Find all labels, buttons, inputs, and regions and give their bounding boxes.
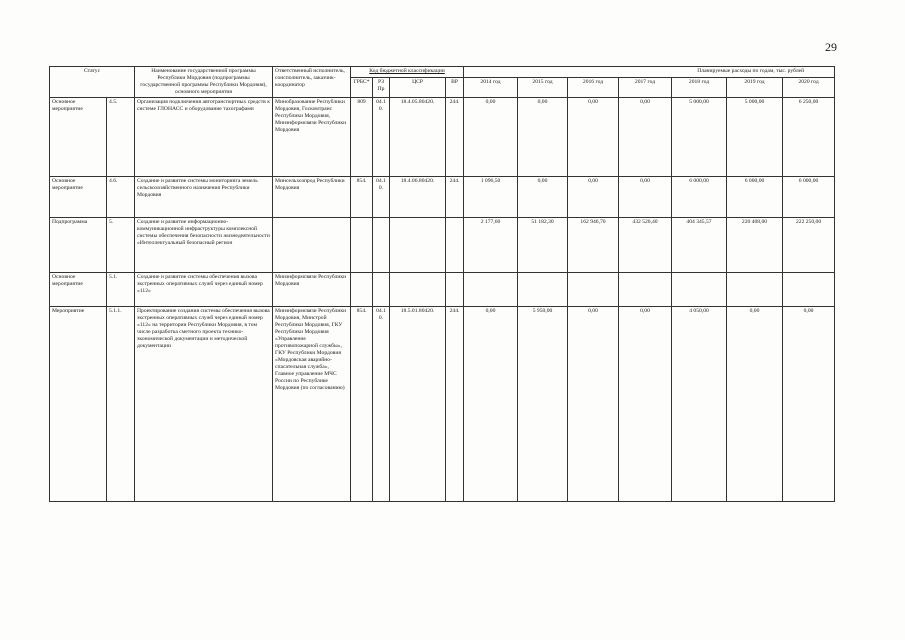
row-status: Мероприятие [50,307,107,502]
row-value-2015: 0,00 [518,177,568,218]
header-grbs: ГРБС* [351,78,373,98]
header-year-2016: 2016 год [568,78,619,98]
row-value-2014 [464,273,518,307]
row-value-2016 [568,273,619,307]
row-value-2017: 0,00 [619,98,672,177]
header-name: Наименование государственной программы Республики Мордовия (подпрограммы государственной программы Республики Мордовия), основного мероприятия [135,67,273,98]
header-year-2018: 2018 год [672,78,727,98]
row-name: Создание и развитие информационно-коммуникационной инфраструктуры комплексной системы обеспечения безопасности жизнедеятельности «Интеллектуальный безопасный регион [135,218,273,273]
table-row [50,218,835,273]
row-value-2018: 4 050,00 [672,307,727,502]
row-value-2018: 6 000,00 [672,177,727,218]
row-value-2014: 0,00 [464,98,518,177]
page-number: 29 [825,40,837,54]
row-grbs: 809 [351,98,373,177]
header-year-2017: 2017 год [619,78,672,98]
row-value-2016: 0,00 [568,98,619,177]
header-budget-code: Код бюджетной классификации [351,67,464,78]
row-name: Создание и развитие системы обеспечения вызова экстренных оперативных служб через единый номер «112» [135,273,273,307]
row-value-2020: 6 250,00 [783,98,835,177]
row-rzpr [373,218,390,273]
row-value-2017: 432 520,40 [619,218,672,273]
header-pr: Пр [377,86,385,93]
row-grbs [351,218,373,273]
row-status: Основное мероприятие [50,98,107,177]
row-value-2020: 0,00 [783,307,835,502]
row-responsible: Минобразование Республики Мордовия, Госкомтранс Республики Мордовия, Минзнформсвязи Республики Мордовия [273,98,351,177]
row-status: Основное мероприятие [50,177,107,218]
row-name: Проектирование создания системы обеспечения вызова экстренных оперативных служб через единый номер «112» на территории Республики Мордовия, в том числе разработка сметного проекта технико-экономической документации и методической документации [135,307,273,502]
row-grbs: 854. [351,307,373,502]
row-number: 5. [107,218,135,273]
row-number: 5.1.1. [107,307,135,502]
row-value-2020: 222 250,00 [783,218,835,273]
row-value-2017: 0,00 [619,177,672,218]
row-value-2014: 1 096,50 [464,177,518,218]
header-year-2015: 2015 год [518,78,568,98]
row-responsible: Минсельхозпрод Республики Мордовия [273,177,351,218]
row-csr: 18.5.01.80420. [390,307,446,502]
row-vr [446,218,464,273]
table-row [50,273,835,307]
budget-table [49,66,835,502]
table-row [50,98,835,177]
header-vr: ВР [446,78,464,98]
row-csr: 18.4.06.80420. [390,177,446,218]
header-year-2020: 2020 год [783,78,835,98]
row-value-2020: 6 000,00 [783,177,835,218]
row-rzpr [373,273,390,307]
row-value-2019: 220 408,00 [727,218,783,273]
row-value-2014: 2 177,60 [464,218,518,273]
row-status: Подпрограмма [50,218,107,273]
row-value-2019: 5 000,00 [727,98,783,177]
row-value-2015: 51 182,30 [518,218,568,273]
header-year-2019: 2019 год [727,78,783,98]
row-name: Создание и развитие системы мониторинга земель сельскохозяйственного назначения Республики Мордовия [135,177,273,218]
row-csr [390,273,446,307]
header-year-2014: 2014 год [464,78,518,98]
row-value-2020 [783,273,835,307]
row-status: Основное мероприятие [50,273,107,307]
row-value-2016: 0,00 [568,177,619,218]
row-value-2015 [518,273,568,307]
row-rzpr: 04.10. [373,307,390,502]
header-planned: Планируемые расходы по годам, тыс. рублей [464,67,835,78]
row-number: 5.1. [107,273,135,307]
row-value-2015: 0,00 [518,98,568,177]
header-status: Статус [50,67,135,98]
row-name: Организация подключения автотранспортных средств к системе ГЛОНАСС и оборудование тахографами [135,98,273,177]
header-row-1 [50,67,835,78]
header-rz: РЗ [378,79,384,86]
row-vr: 244. [446,98,464,177]
row-value-2014: 0,00 [464,307,518,502]
header-rzpr [373,78,390,98]
row-number: 4.5. [107,98,135,177]
row-vr: 244. [446,177,464,218]
row-value-2018: 404 345,57 [672,218,727,273]
row-number: 4.6. [107,177,135,218]
row-csr [390,218,446,273]
row-responsible: Минзнформсвязи Республики Мордовия, Минстрой Республики Мордовия, ГКУ Республики Мордовия «Управление противопожарной службы», ГКУ Республики Мордовия «Мордовская аварийно-спасательная служба», Главное управление МЧС России по Республике Мордовия (по согласованию) [273,307,351,502]
header-csr: ЦСР [390,78,446,98]
row-grbs [351,273,373,307]
table-row [50,177,835,218]
row-value-2019: 0,00 [727,307,783,502]
row-csr: 18.4.05.80420. [390,98,446,177]
row-vr: 244. [446,307,464,502]
table-row [50,307,835,502]
row-value-2017 [619,273,672,307]
row-responsible: Минзнформсвязи Республики Мордовия [273,273,351,307]
row-rzpr: 04.10. [373,177,390,218]
row-responsible [273,218,351,273]
row-value-2019: 6 000,00 [727,177,783,218]
row-value-2018 [672,273,727,307]
row-value-2017: 0,00 [619,307,672,502]
header-responsible: Ответственный исполнитель, соисполнитель, заказчик-координатор [273,67,351,98]
row-vr [446,273,464,307]
row-value-2016: 0,00 [568,307,619,502]
row-value-2015: 5 950,00 [518,307,568,502]
row-rzpr: 04.10. [373,98,390,177]
row-value-2019 [727,273,783,307]
row-grbs: 854. [351,177,373,218]
row-value-2016: 162 946,70 [568,218,619,273]
row-value-2018: 5 000,00 [672,98,727,177]
